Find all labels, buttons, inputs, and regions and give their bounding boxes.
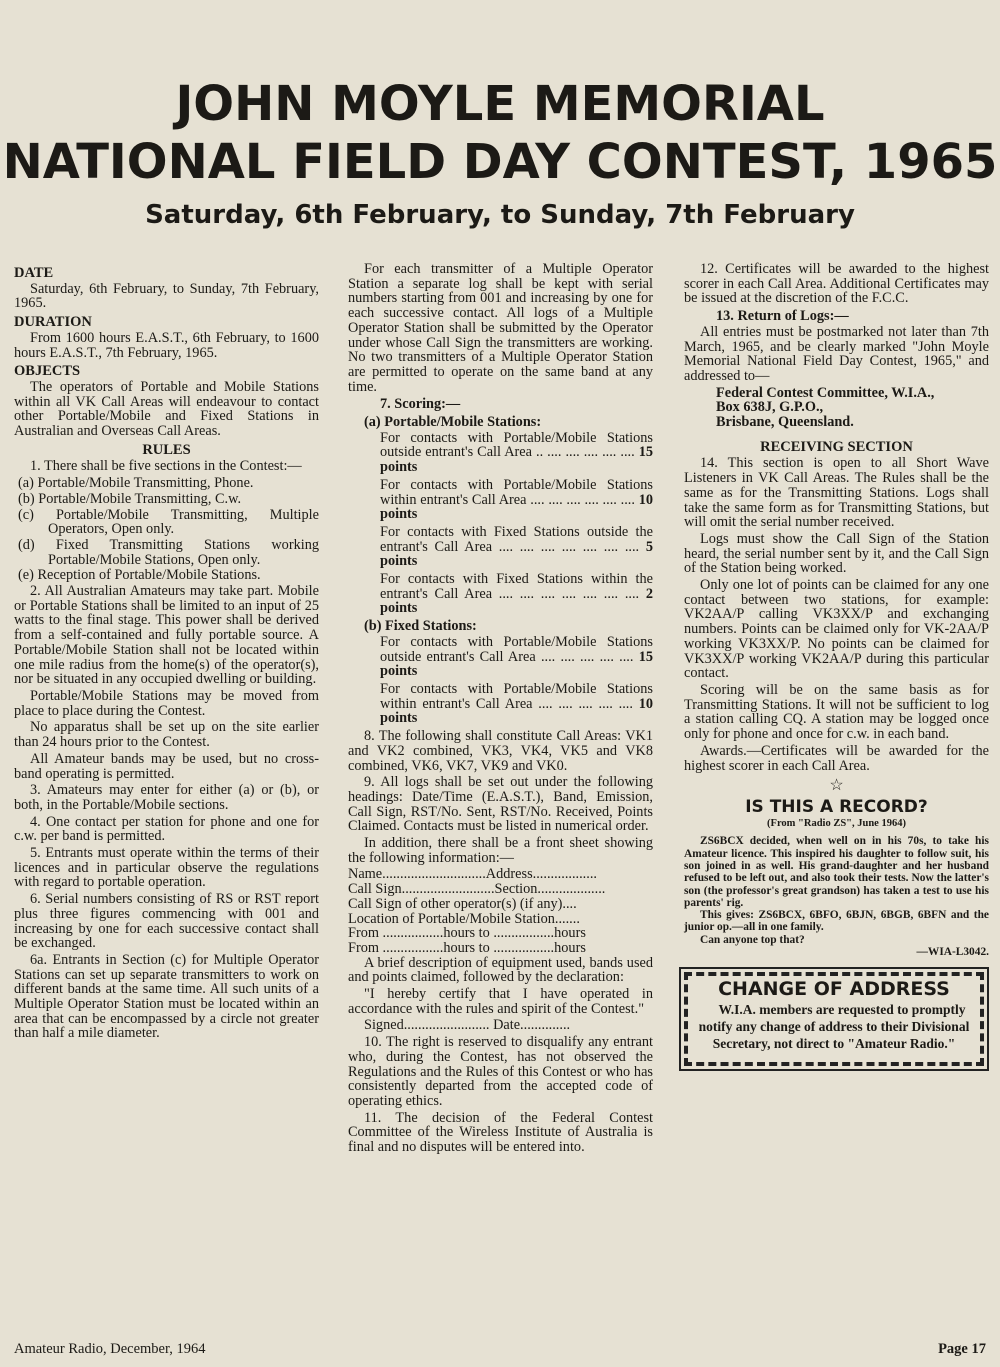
title-line-1: JOHN MOYLE MEMORIAL (175, 76, 825, 132)
section-c: (c) Portable/Mobile Transmitting, Multiple Operators, Open only. (18, 506, 319, 538)
scoring-item: For contacts with Fixed Stations within the entrant's Call Area .... .... .... .... .... .... .... 2 points (380, 571, 653, 617)
form-field-name: Name.............................Address.................. (348, 866, 597, 883)
change-of-address-box (684, 972, 984, 1066)
rule-6: 6. Serial numbers consisting of RS or RST report plus three figures commencing with 001 and increasing by one for each successive contact shall be exchanged. (14, 891, 319, 952)
column-2 (348, 262, 653, 1157)
footer-page-number: Page 17 (938, 1341, 986, 1357)
record-paragraph: This gives: ZS6BCX, 6BFO, 6BJN, 6BGB, 6BFN and the junior op.—all in one family. (684, 909, 989, 934)
heading-date: DATE (14, 265, 54, 281)
record-signature: —WIA-L3042. (916, 945, 989, 958)
record-title: IS THIS A RECORD? (745, 796, 928, 817)
address-line: Box 638J, G.P.O., (716, 399, 824, 416)
heading-receiving-section: RECEIVING SECTION (760, 438, 913, 455)
rule-3: 3. Amateurs may enter for either (a) or (b), or both, in the Portable/Mobile sections. (14, 782, 319, 813)
column-1 (14, 262, 319, 1043)
heading-return-logs: 13. Return of Logs:— (716, 308, 849, 325)
section-d: (d) Fixed Transmitting Stations working Portable/Mobile Stations, Open only. (18, 536, 319, 568)
rule-8: 8. The following shall constitute Call Areas: VK1 and VK2 combined, VK3, VK4, VK5 and VK8 combined, VK6, VK7, VK9 and VK0. (348, 728, 653, 774)
paragraph: For each transmitter of a Multiple Operator Station a separate log shall be kept with serial numbers starting from 001 and increasing by one for each successive contact. All logs of a Multiple Operator Station shall be submitted by the Operator under whose Call Sign the transmitters are working. No two transmitters of a Multiple Operator Station are permitted to operate on the same band at any time. (348, 261, 653, 395)
rule-10: 10. The right is reserved to disqualify any entrant who, during the Contest, has not observed the Regulations and the Rules of this Contest or who has consistently departed from the accepted code of operating ethics. (348, 1034, 653, 1109)
rule-9b: In addition, there shall be a front sheet showing the following information:— (348, 835, 653, 866)
footer-publication: Amateur Radio, December, 1964 (14, 1341, 206, 1357)
paragraph: Saturday, 6th February, to Sunday, 7th February, 1965. (14, 280, 319, 312)
section-b: (b) Portable/Mobile Transmitting, C.w. (18, 490, 242, 507)
heading-fixed: (b) Fixed Stations: (364, 618, 477, 635)
rule-5: 5. Entrants must operate within the terms of their licences and in particular observe the regulations with regard to portable operation. (14, 845, 319, 891)
paragraph: Only one lot of points can be claimed for any one contact between two stations, for example: VK2AA/P calling VK3XX/P and exchanging numbers. Points can be claimed only for VK-2AA/P working VK3XX/P. No points can be claimed for VK3XX/P working VK2AA/P during this particular contact. (684, 577, 989, 682)
form-field-location: Location of Portable/Mobile Station....... (348, 910, 580, 927)
scoring-item: For contacts with Portable/Mobile Stations within entrant's Call Area .... .... .... .... .... 10 points (380, 680, 653, 727)
rule-9: 9. All logs shall be set out under the following headings: Date/Time (E.A.S.T.), Band, Emission, Call Sign, RST/No. Sent, RST/No. Received, Points Claimed. Contacts must be listed in numerical order. (348, 774, 653, 835)
address-line: Brisbane, Queensland. (716, 414, 854, 431)
rule-6a: 6a. Entrants in Section (c) for Multiple Operator Stations can set up separate transmitters to work on different bands at the same time. All such units of a Multiple Operator Station must be located within an area that can be encompassed by a circle not greater than half a mile diameter. (14, 951, 319, 1042)
rule-9c: A brief description of equipment used, bands used and points claimed, followed by the declaration: (348, 954, 653, 986)
form-field-from-2: From .................hours to .................hours (348, 939, 586, 956)
heading-rules: RULES (142, 441, 191, 458)
scoring-item: For contacts with Portable/Mobile Stations outside entrant's Call Area .... .... .... .... .... 15 points (380, 633, 654, 680)
scoring-item: For contacts with Portable/Mobile Stations outside entrant's Call Area .. .... .... .... .... .... 15 points (380, 429, 653, 476)
rule-12: 12. Certificates will be awarded to the highest scorer in each Call Area. Additional Certificates may be issued at the discretion of the F.C.C. (684, 261, 989, 307)
paragraph: From 1600 hours E.A.S.T., 6th February, to 1600 hours E.A.S.T., 7th February, 1965. (14, 329, 319, 361)
record-paragraph: ZS6BCX decided, when well on in his 70s, to take his Amateur licence. This inspired his daughter to follow suit, his son joined in as well. His grand-daughter and her husband refused to be left out, and also took their tests. Now the latter's son (the professor's great grandson) has taken a test to use his parents' rig. (684, 835, 989, 909)
scoring-item: For contacts with Portable/Mobile Stations within entrant's Call Area .... .... .... .... .... .... 10 points (380, 476, 653, 523)
paragraph: Scoring will be on the same basis as for Transmitting Stations. It will not be sufficient to log a station calling CQ. A station may be logged once only for phone and once for c.w. in each band. (684, 681, 989, 743)
rule-2d: All Amateur bands may be used, but no cross-band operating is permitted. (14, 750, 319, 782)
title-line-2: NATIONAL FIELD DAY CONTEST, 1965 (2, 134, 998, 190)
rule-2b: Portable/Mobile Stations may be moved from place to place during the Contest. (14, 687, 319, 719)
record-box (684, 796, 989, 958)
subtitle: Saturday, 6th February, to Sunday, 7th February (145, 200, 855, 230)
paragraph: Awards.—Certificates will be awarded for the highest scorer in each Call Area. (684, 742, 989, 774)
rule-4: 4. One contact per station for phone and one for c.w. per band is permitted. (14, 813, 319, 845)
rule-13: All entries must be postmarked not later than 7th March, 1965, and be clearly marked "John Moyle Memorial National Field Day Contest, 1965," and addressed to— (684, 323, 989, 384)
change-of-address-title: CHANGE OF ADDRESS (718, 978, 950, 1001)
rule-2c: No apparatus shall be set up on the site earlier than 24 hours prior to the Contest. (14, 719, 319, 751)
form-field-from-1: From .................hours to .................hours (348, 925, 586, 942)
paragraph: Logs must show the Call Sign of the Station heard, the serial number sent by it, and the Call Sign of the Station being worked. (684, 530, 989, 577)
rule-1: 1. There shall be five sections in the Contest:— (30, 458, 302, 475)
record-source: (From "Radio ZS", June 1964) (767, 817, 906, 829)
paragraph: The operators of Portable and Mobile Stations within all VK Call Areas will endeavour to contact other Portable/Mobile and Fixed Stations in Australian and Overseas Call Areas. (14, 378, 319, 440)
heading-scoring: 7. Scoring:— (380, 396, 461, 413)
signed-line: Signed........................ Date.............. (364, 1017, 571, 1034)
declaration: "I hereby certify that I have operated in accordance with the rules and spirit of the Contest." (348, 986, 653, 1017)
section-e: (e) Reception of Portable/Mobile Stations. (18, 567, 261, 584)
change-of-address-body: W.I.A. members are requested to promptly notify any change of address to their Divisional Secretary, not direct to "Amateur Radio." (698, 1001, 970, 1051)
heading-objects: OBJECTS (14, 363, 81, 380)
heading-portable-mobile: (a) Portable/Mobile Stations: (364, 414, 542, 431)
address-line: Federal Contest Committee, W.I.A., (716, 384, 935, 401)
star-icon: ☆ (829, 777, 844, 795)
form-field-other-ops: Call Sign of other operator(s) (if any).... (348, 895, 577, 912)
record-paragraph: Can anyone top that? (700, 933, 805, 946)
scoring-item: For contacts with Fixed Stations outside the entrant's Call Area .... .... .... .... .... .... .... 5 points (380, 523, 653, 570)
form-field-callsign: Call Sign..........................Section................... (348, 881, 606, 898)
rule-2: 2. All Australian Amateurs may take part. Mobile or Portable Stations shall be limited to an input of 25 watts to the final stage. This power shall be derived from a self-contained and fully portable source. A Portable/Mobile Station shall not be located within one mile radius from the home(s) of the operator(s), nor be situated in any occupied dwelling or building. (14, 583, 319, 688)
rule-14: 14. This section is open to all Short Wave Listeners in VK Call Areas. The Rules shall be the same as for the Transmitting Stations. Logs shall take the same form as for Transmitting Stations, but will omit the serial number received. (684, 455, 989, 531)
heading-duration: DURATION (14, 314, 92, 331)
rule-11: 11. The decision of the Federal Contest Committee of the Wireless Institute of Australia is final and no disputes will be entered into. (348, 1109, 653, 1156)
column-3 (684, 262, 989, 1066)
section-a: (a) Portable/Mobile Transmitting, Phone. (18, 475, 254, 492)
